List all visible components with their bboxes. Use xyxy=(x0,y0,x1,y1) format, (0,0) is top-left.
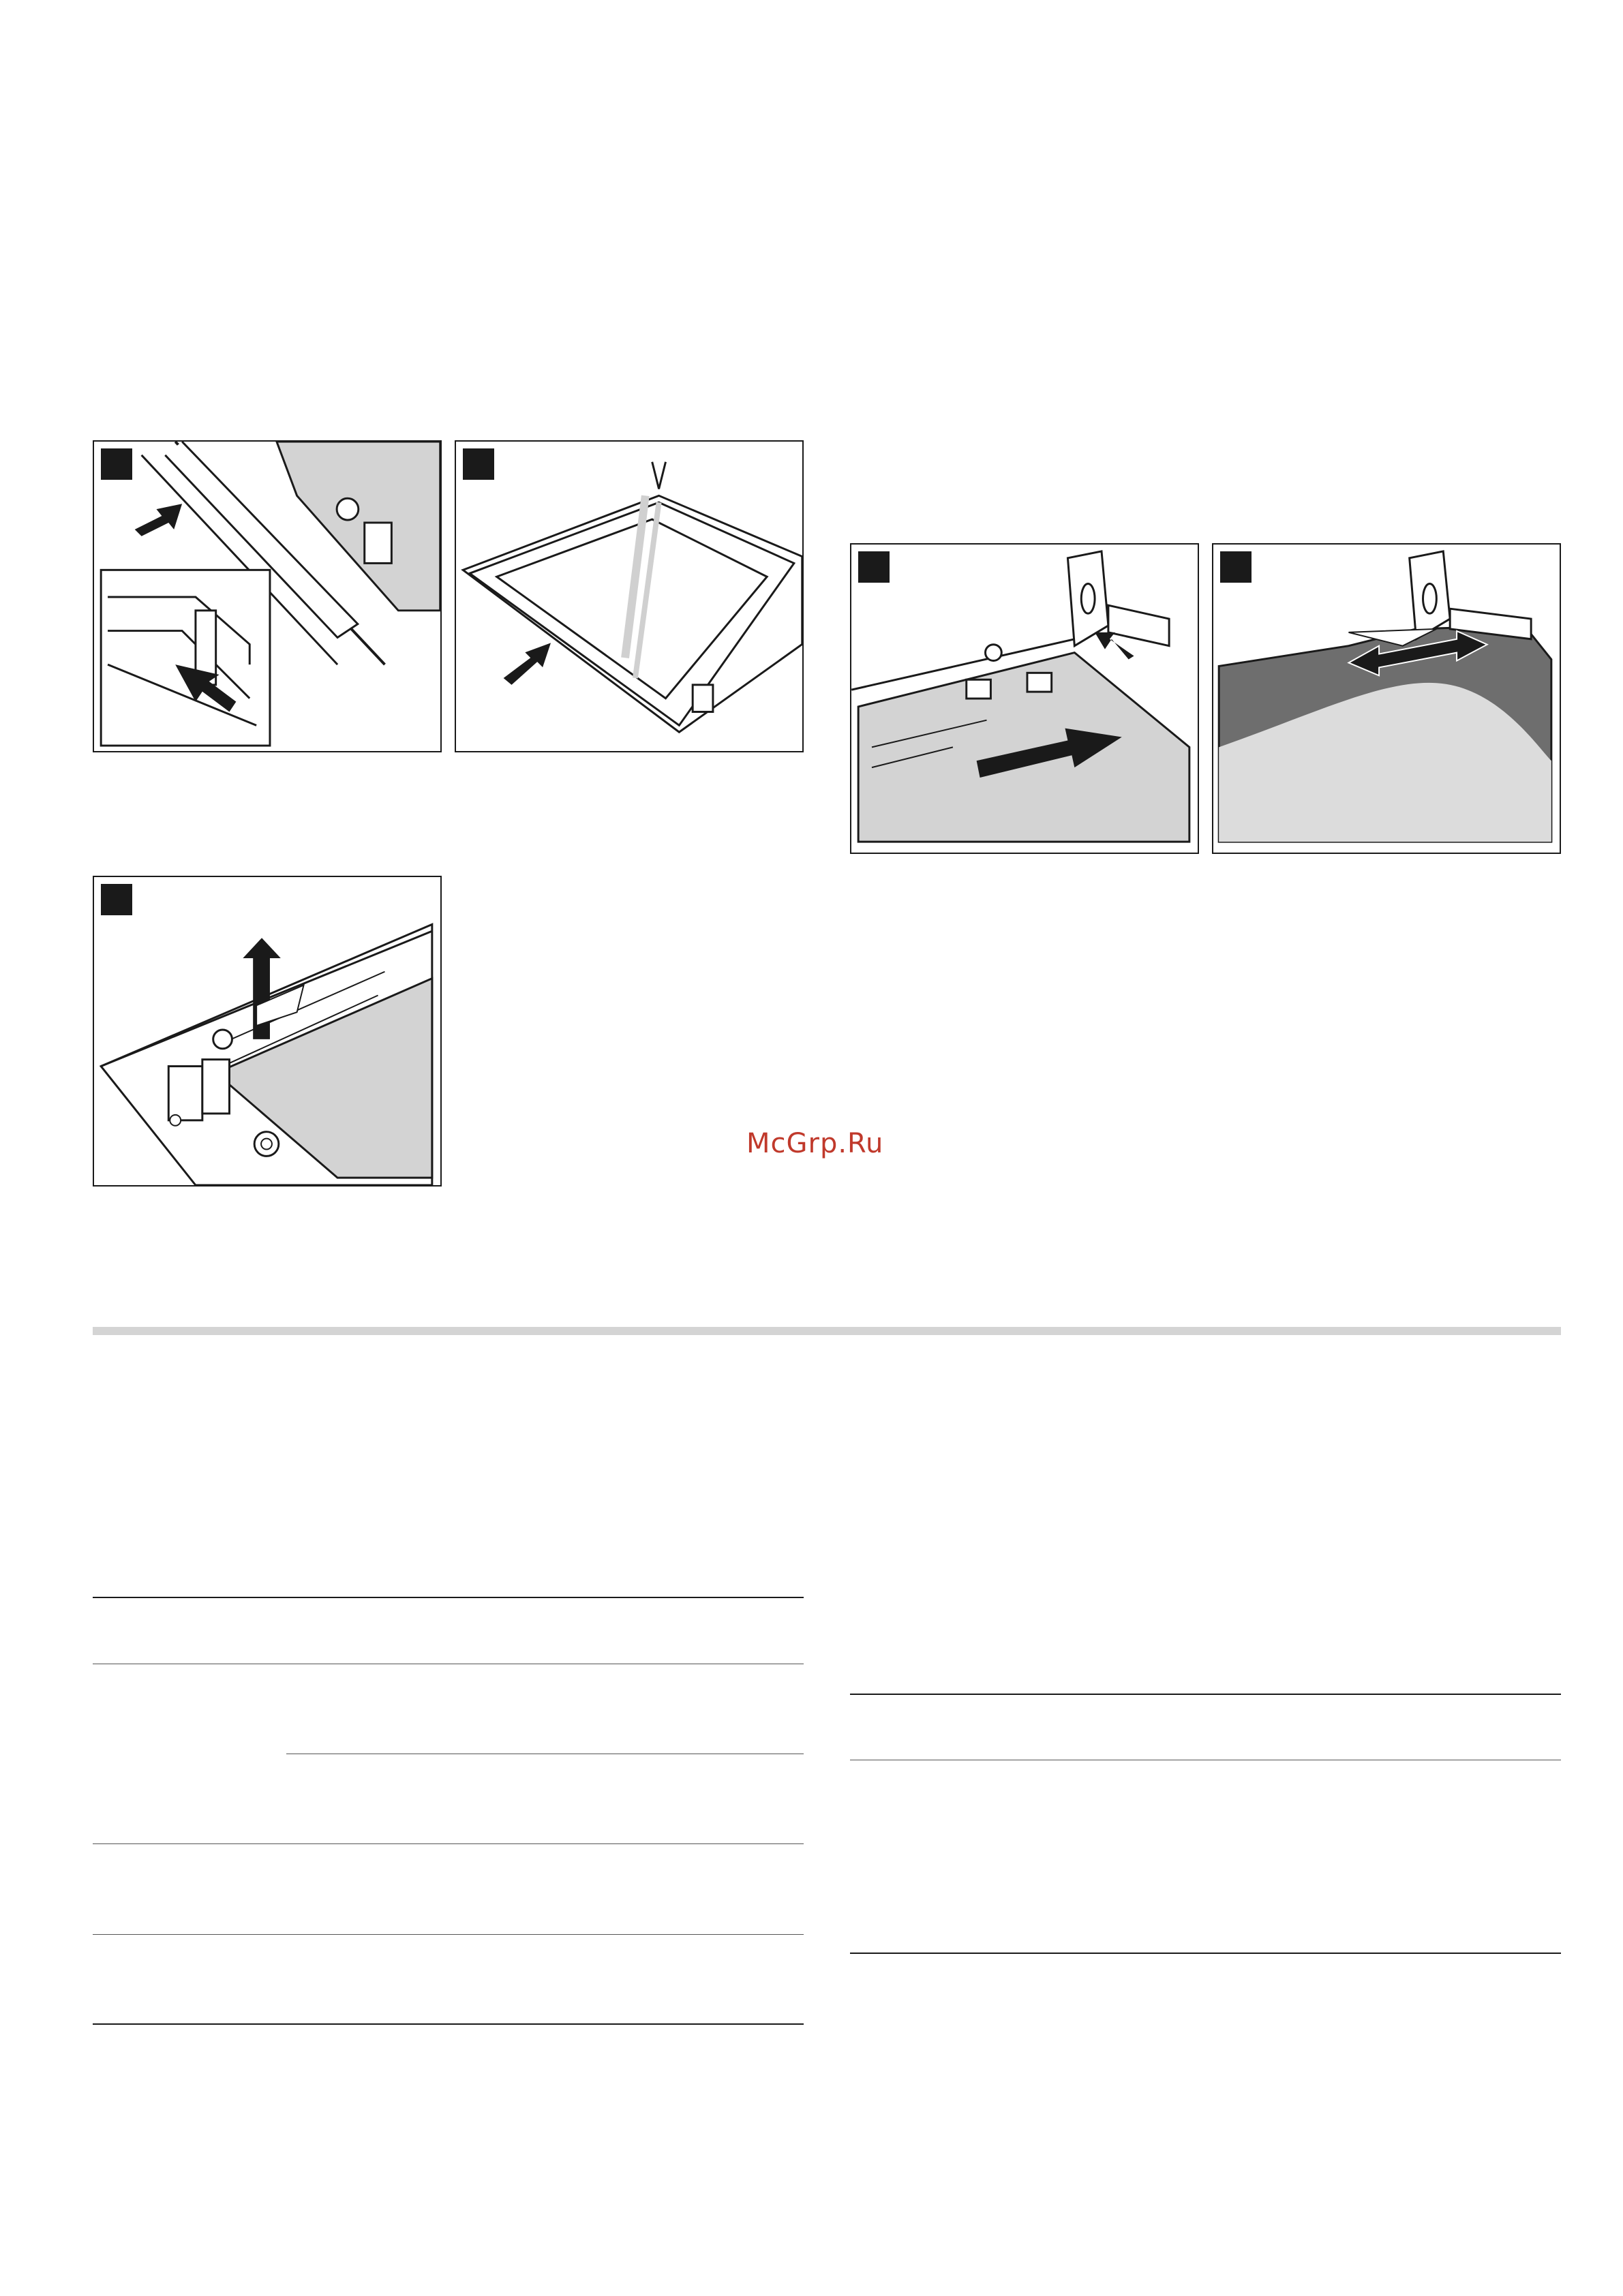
table-rule xyxy=(93,2023,804,2025)
figure-step-4 xyxy=(1212,543,1561,854)
step-number-badge xyxy=(463,448,494,480)
table-rule xyxy=(93,1597,804,1598)
figure-step-3 xyxy=(850,543,1199,854)
table-rule xyxy=(93,1843,804,1844)
table-rule xyxy=(850,1694,1561,1695)
step-number-badge xyxy=(858,551,890,583)
figure-step-1-illustration xyxy=(94,442,440,751)
figure-step-4-illustration xyxy=(1213,545,1560,853)
figure-step-5-illustration xyxy=(94,877,440,1185)
table-rule xyxy=(93,1934,804,1935)
watermark-text: McGrp.Ru xyxy=(746,1128,884,1159)
section-divider xyxy=(93,1327,1561,1335)
figure-step-2 xyxy=(455,440,804,752)
figure-step-1 xyxy=(93,440,442,752)
step-number-badge xyxy=(101,448,132,480)
figure-step-2-illustration xyxy=(456,442,802,751)
step-number-badge xyxy=(1220,551,1252,583)
table-rule xyxy=(850,1953,1561,1954)
figure-step-3-illustration xyxy=(851,545,1198,853)
figure-step-5 xyxy=(93,876,442,1187)
step-number-badge xyxy=(101,884,132,915)
